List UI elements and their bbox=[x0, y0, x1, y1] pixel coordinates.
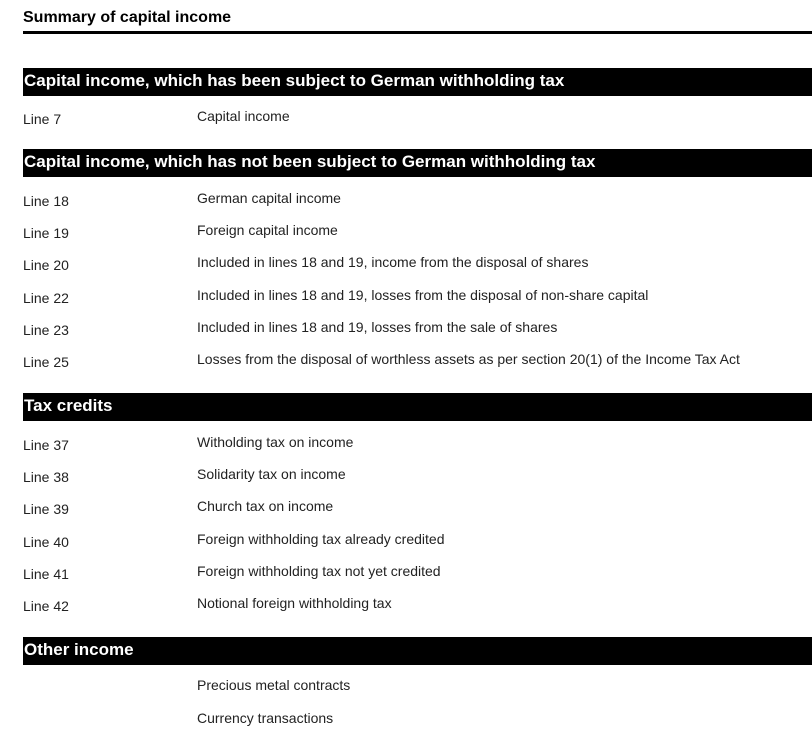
line-description: Solidarity tax on income bbox=[197, 466, 346, 482]
line-description: Losses from the disposal of worthless assets as per section 20(1) of the Income Tax Act bbox=[197, 351, 740, 367]
line-number: Line 42 bbox=[23, 598, 69, 614]
line-number: Line 25 bbox=[23, 354, 69, 370]
page-title: Summary of capital income bbox=[23, 9, 232, 26]
section-header-withholding-taxed: Capital income, which has been subject to German withholding tax bbox=[23, 68, 812, 96]
line-number: Line 22 bbox=[23, 290, 69, 306]
line-description: Included in lines 18 and 19, losses from the disposal of non-share capital bbox=[197, 287, 649, 303]
line-description: Foreign capital income bbox=[197, 222, 338, 238]
line-number: Line 40 bbox=[23, 534, 69, 550]
line-description: Church tax on income bbox=[197, 498, 334, 514]
table-row bbox=[23, 254, 812, 274]
table-row bbox=[23, 710, 812, 730]
line-description: Included in lines 18 and 19, income from the disposal of shares bbox=[197, 254, 589, 270]
table-row bbox=[23, 595, 812, 615]
line-description: Included in lines 18 and 19, losses from the sale of shares bbox=[197, 319, 558, 335]
line-number: Line 38 bbox=[23, 469, 69, 485]
line-number: Line 20 bbox=[23, 257, 69, 273]
table-row bbox=[23, 108, 812, 128]
table-row bbox=[23, 563, 812, 583]
table-row bbox=[23, 287, 812, 307]
table-row bbox=[23, 434, 812, 454]
line-number: Line 37 bbox=[23, 437, 69, 453]
line-description: Precious metal contracts bbox=[197, 677, 351, 693]
table-row bbox=[23, 466, 812, 486]
section-header-tax-credits: Tax credits bbox=[23, 393, 812, 421]
line-number: Line 41 bbox=[23, 566, 69, 582]
title-divider bbox=[23, 31, 812, 34]
table-row bbox=[23, 190, 812, 210]
line-number: Line 7 bbox=[23, 111, 62, 127]
section-header-not-withholding-taxed: Capital income, which has not been subject to German withholding tax bbox=[23, 149, 812, 177]
line-number: Line 18 bbox=[23, 193, 69, 209]
line-number: Line 23 bbox=[23, 322, 69, 338]
section-header-other-income: Other income bbox=[23, 637, 812, 665]
table-row bbox=[23, 531, 812, 551]
line-number: Line 19 bbox=[23, 225, 69, 241]
table-row bbox=[23, 222, 812, 242]
table-row bbox=[23, 498, 812, 518]
table-row bbox=[23, 351, 812, 371]
line-description: German capital income bbox=[197, 190, 341, 206]
table-row bbox=[23, 319, 812, 339]
line-number: Line 39 bbox=[23, 501, 69, 517]
line-description: Currency transactions bbox=[197, 710, 334, 726]
table-row bbox=[23, 677, 812, 697]
line-description: Foreign withholding tax not yet credited bbox=[197, 563, 441, 579]
line-description: Foreign withholding tax already credited bbox=[197, 531, 445, 547]
line-description: Notional foreign withholding tax bbox=[197, 595, 392, 611]
line-description: Capital income bbox=[197, 108, 290, 124]
line-description: Witholding tax on income bbox=[197, 434, 354, 450]
